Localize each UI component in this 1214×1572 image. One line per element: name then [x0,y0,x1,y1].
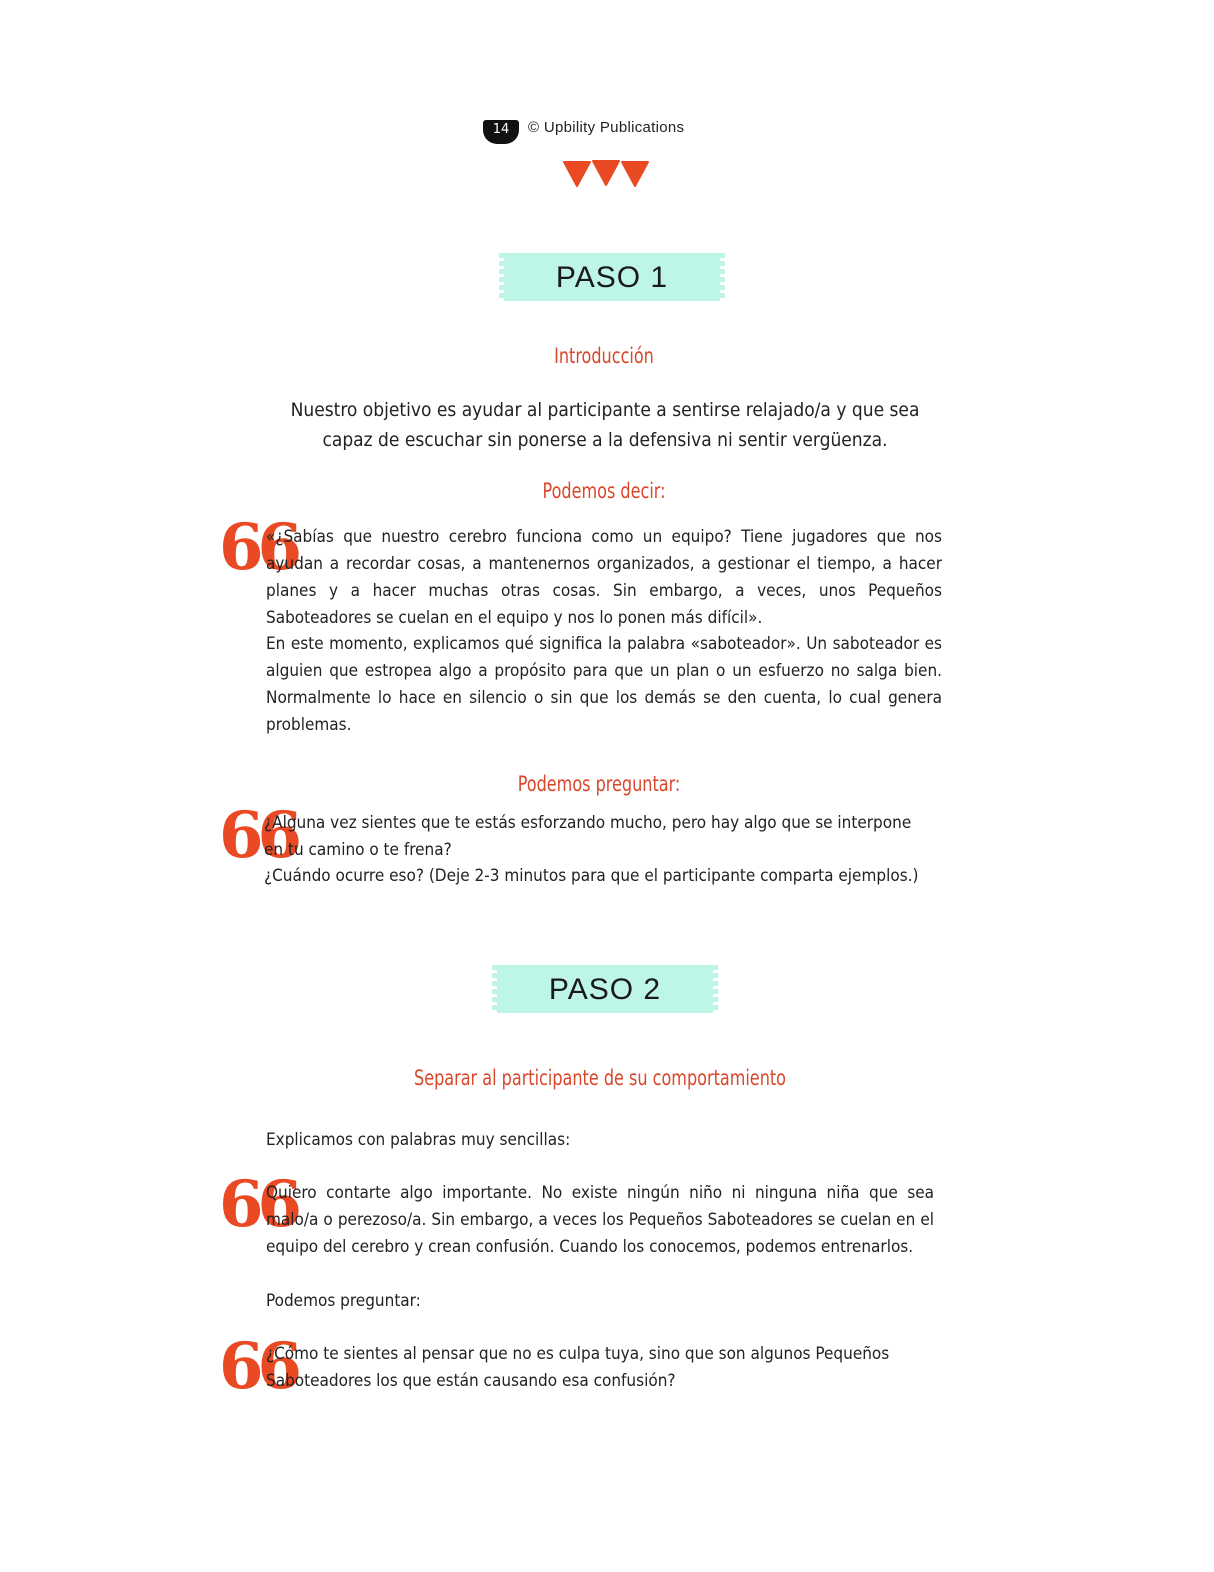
publisher-credit: © Upbility Publications [528,119,685,136]
page-number-badge: 14 [483,120,519,144]
separate-behavior-heading: Separar al participante de su comportamiento [413,1066,786,1090]
ask-label: Podemos preguntar: [266,1291,421,1311]
quote-important-text: Quiero contarte algo importante. No existe ningún niño ni ninguna niña que sea malo/a o perezoso/a. Sin embargo, a veces los Pequeños Saboteadores se cuelan en el equipo del cerebro y crean confusión. Cuando los conocemos, podemos entrenarlos. [266,1183,934,1257]
explain-lead: Explicamos con palabras muy sencillas: [266,1130,571,1150]
say-heading: Podemos decir: [542,479,666,503]
quote-icon: 66 [219,798,297,873]
quote-icon: 66 [219,510,297,585]
question-feel-text: ¿Cómo te sientes al pensar que no es culpa tuya, sino que son algunos Pequeños Saboteadores los que están causando esa confusión? [266,1344,890,1391]
ask-heading: Podemos preguntar: [517,772,681,796]
intro-paragraph: Nuestro objetivo es ayudar al participante a sentirse relajado/a y que sea capaz de escuchar sin ponerse a la defensiva ni sentir vergüenza. [290,399,920,451]
quote-icon: 66 [219,1167,297,1242]
triangles-decoration-icon [562,160,652,188]
question-text-2: ¿Cuándo ocurre eso? (Deje 2-3 minutos para que el participante comparta ejemplos.) [264,866,919,886]
step-1-banner: PASO 1 [504,253,720,301]
question-text-1: ¿Alguna vez sientes que te estás esforzando mucho, pero hay algo que se interpone en tu camino o te frena? [264,813,912,860]
quote-icon: 66 [219,1329,297,1404]
step-2-banner: PASO 2 [497,965,713,1013]
quote-say-text: «¿Sabías que nuestro cerebro funciona como un equipo? Tiene jugadores que nos ayudan a recordar cosas, a mantenernos organizados, a gestionar el tiempo, a hacer planes y a hacer muchas otras cosas. Sin embargo, a veces, unos Pequeños Saboteadores se cuelan en el equipo y nos lo ponen más difícil». [266,527,942,628]
saboteur-explanation: En este momento, explicamos qué significa la palabra «saboteador». Un saboteador es alguien que estropea algo a propósito para que un plan o un esfuerzo no salga bien. Normalmente lo hace en silencio o sin que los demás se den cuenta, lo cual genera problemas. [266,634,942,735]
introduction-heading: Introducción [554,344,654,368]
